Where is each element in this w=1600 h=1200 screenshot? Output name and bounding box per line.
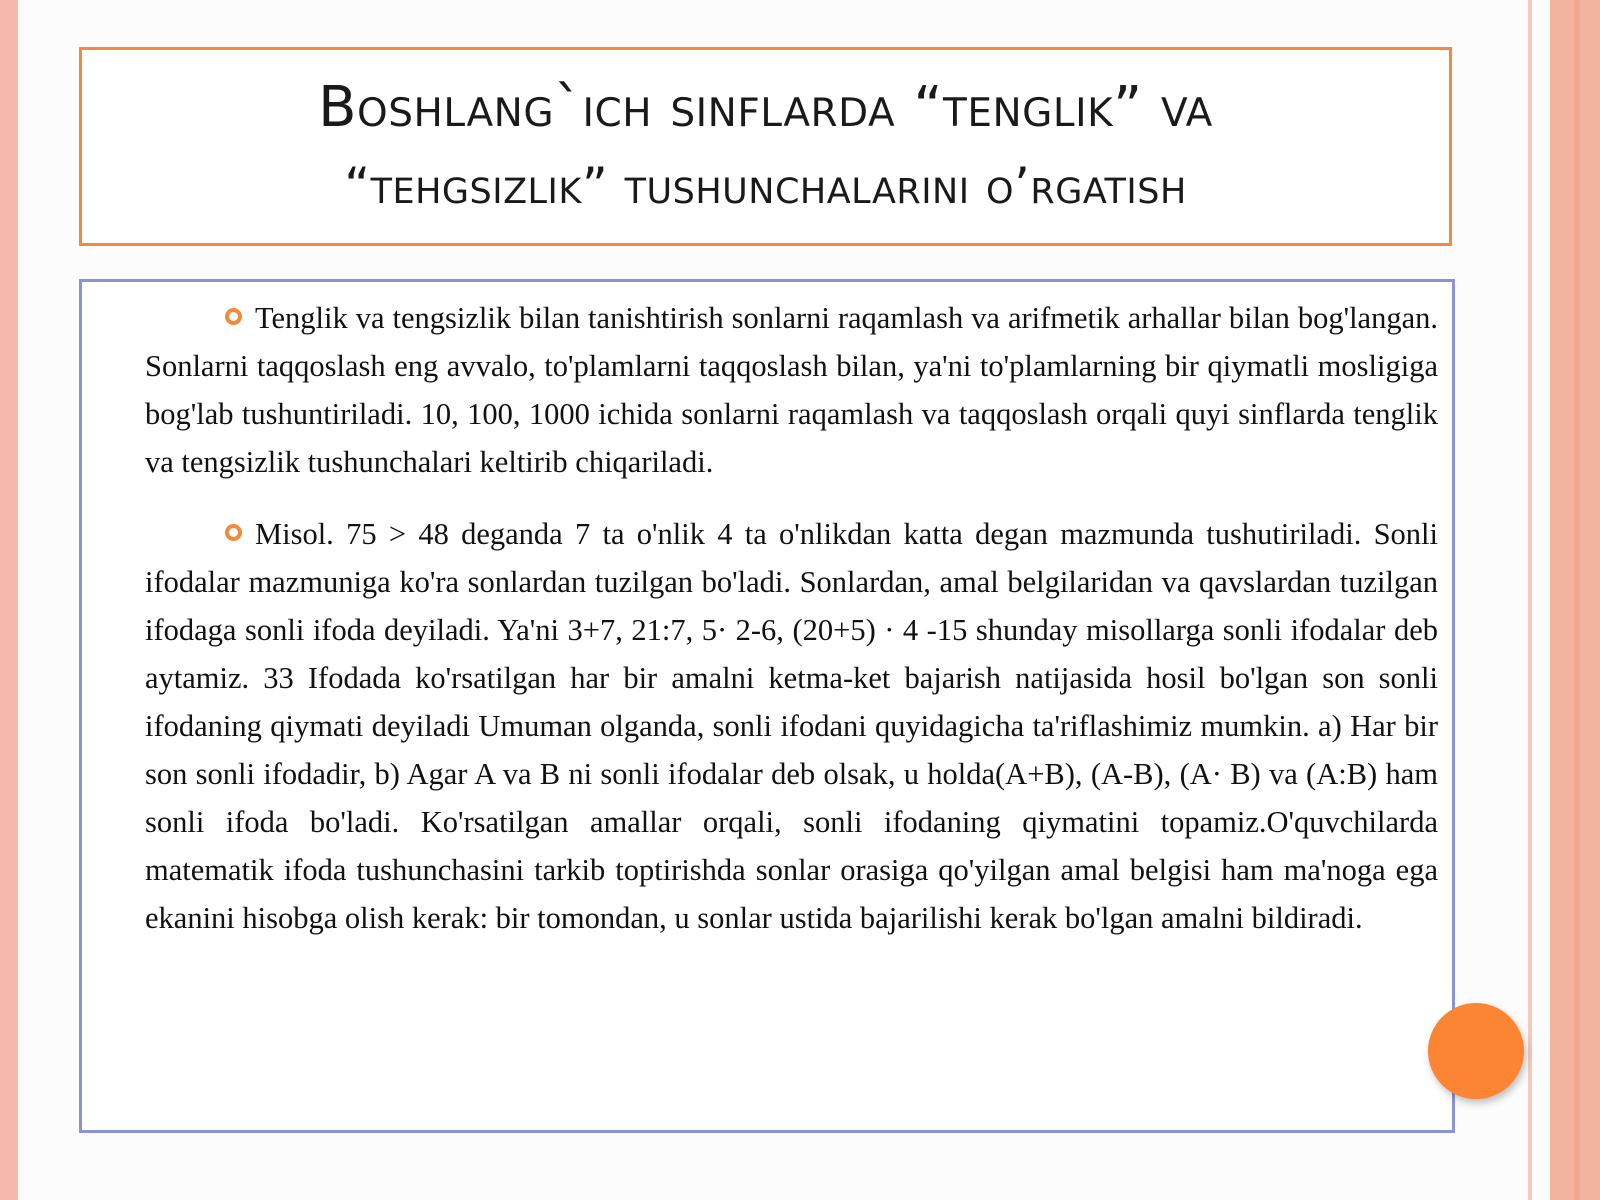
slide-title-line-1: Boshlang`ich sinflarda “tenglik” va: [318, 74, 1213, 140]
bullet-icon: [225, 524, 242, 541]
slide-content-box: [79, 279, 1455, 1133]
bullet-paragraph-1: [145, 294, 1438, 486]
left-edge-stripe: [0, 0, 18, 1200]
slide-title-box: [79, 47, 1452, 246]
bullet-wrap: [225, 294, 255, 342]
slide-title-line-2: “tehgsizlik” tushunchalarini o’rgatish: [344, 156, 1187, 215]
right-edge-inner-stripe: [1574, 0, 1580, 1200]
paragraph-2-text: Misol. 75 > 48 deganda 7 ta o'nlik 4 ta o'nlikdan katta degan mazmunda tushutiriladi. Sonli ifodalar mazmuniga ko'ra sonlardan tuzilgan bo'ladi. Sonlardan, amal belgilaridan va qavslardan tuzilgan ifodaga sonli ifoda deyiladi. Ya'ni 3+7, 21:7, 5· 2-6, (20+5) · 4 -15 shunday misollarga sonli ifodalar deb aytamiz. 33 Ifodada ko'rsatilgan har bir amalni ketma-ket bajarish natijasida hosil bo'lgan son sonli ifodaning qiymati deyiladi Umuman olganda, sonli ifodani quyidagicha ta'riflashimiz mumkin. a) Har bir son sonli ifodadir, b) Agar A va B ni sonli ifodalar deb olsak, u holda(A+B), (A-B), (A· B) va (A:B) ham sonli ifoda bo'ladi. Ko'rsatilgan amallar orqali, sonli ifodaning qiymatini topamiz.O'quvchilarda matematik ifoda tushunchasini tarkib toptirishda sonlar orasiga qo'yilgan amal belgisi ham ma'noga ega ekanini hisobga olish kerak: bir tomondan, u sonlar ustida bajarilishi kerak bo'lgan amalni bildiradi.: [145, 517, 1438, 935]
paragraph-1-text: Tenglik va tengsizlik bilan tanishtirish sonlarni raqamlash va arifmetik arhallar bilan bog'langan. Sonlarni taqqoslash eng avvalo, to'plamlarni taqqoslash bilan, ya'ni to'plamlarning bir qiymatli mosligiga bog'lab tushuntiriladi. 10, 100, 1000 ichida sonlarni raqamlash va taqqoslash orqali quyi sinflarda tenglik va tengsizlik tushunchalari keltirib chiqariladi.: [145, 301, 1438, 479]
bullet-icon: [225, 308, 242, 325]
bullet-wrap: [225, 510, 255, 558]
right-edge-thin-stripe: [1528, 0, 1532, 1200]
orange-circle-decoration-icon: [1428, 1003, 1524, 1099]
bullet-paragraph-2: [145, 510, 1438, 942]
